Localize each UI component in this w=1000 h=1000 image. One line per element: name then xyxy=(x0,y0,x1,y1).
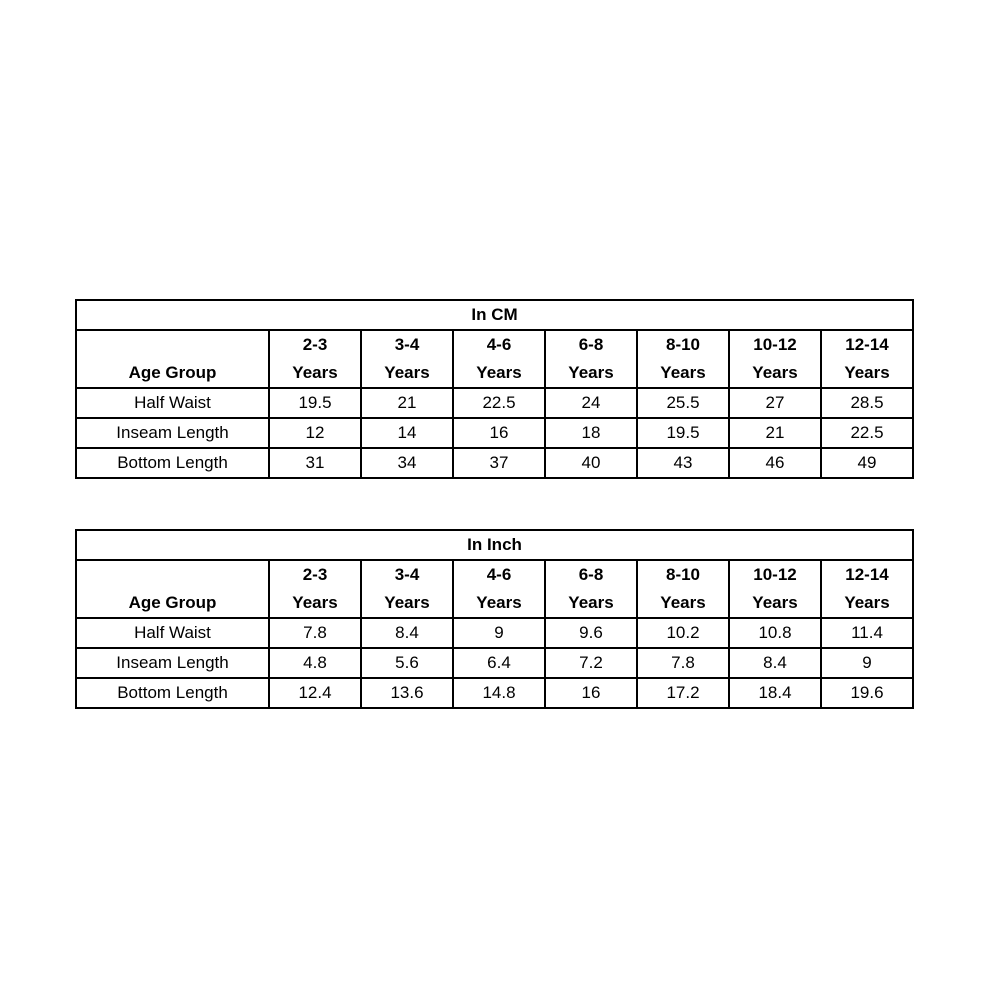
table-cell: 18.4 xyxy=(729,678,821,708)
table-cell: 8.4 xyxy=(729,648,821,678)
table-cell: 7.2 xyxy=(545,648,637,678)
table-cell: 14.8 xyxy=(453,678,545,708)
table-cell: 16 xyxy=(453,418,545,448)
row-label: Bottom Length xyxy=(76,448,269,478)
table-cell: 10.2 xyxy=(637,618,729,648)
column-header: 8-10 Years xyxy=(637,560,729,618)
row-label: Half Waist xyxy=(76,388,269,418)
table-cell: 9 xyxy=(821,648,913,678)
table-cell: 7.8 xyxy=(269,618,361,648)
table-cell: 31 xyxy=(269,448,361,478)
table-cell: 16 xyxy=(545,678,637,708)
table-cell: 10.8 xyxy=(729,618,821,648)
table-cell: 17.2 xyxy=(637,678,729,708)
table-cell: 24 xyxy=(545,388,637,418)
column-header: 2-3 Years xyxy=(269,330,361,388)
column-header: 3-4 Years xyxy=(361,330,453,388)
table-cell: 8.4 xyxy=(361,618,453,648)
column-header: 2-3 Years xyxy=(269,560,361,618)
age-group-header: Age Group xyxy=(76,560,269,618)
table-cell: 22.5 xyxy=(821,418,913,448)
table-cell: 9 xyxy=(453,618,545,648)
size-table-inch xyxy=(75,529,914,709)
table-cell: 19.5 xyxy=(269,388,361,418)
header-row xyxy=(76,330,913,388)
table-cell: 25.5 xyxy=(637,388,729,418)
column-header: 12-14 Years xyxy=(821,560,913,618)
table-cell: 12 xyxy=(269,418,361,448)
table-cell: 19.6 xyxy=(821,678,913,708)
table-title: In Inch xyxy=(76,530,913,560)
table-row xyxy=(76,448,913,478)
table-cell: 34 xyxy=(361,448,453,478)
row-label: Inseam Length xyxy=(76,418,269,448)
table-cell: 27 xyxy=(729,388,821,418)
age-group-header: Age Group xyxy=(76,330,269,388)
row-label: Half Waist xyxy=(76,618,269,648)
column-header: 10-12 Years xyxy=(729,560,821,618)
table-cell: 40 xyxy=(545,448,637,478)
column-header: 3-4 Years xyxy=(361,560,453,618)
column-header: 12-14 Years xyxy=(821,330,913,388)
table-cell: 6.4 xyxy=(453,648,545,678)
table-cell: 9.6 xyxy=(545,618,637,648)
column-header: 6-8 Years xyxy=(545,330,637,388)
column-header: 8-10 Years xyxy=(637,330,729,388)
table-cell: 13.6 xyxy=(361,678,453,708)
table-cell: 28.5 xyxy=(821,388,913,418)
table-title: In CM xyxy=(76,300,913,330)
table-cell: 22.5 xyxy=(453,388,545,418)
table-cell: 43 xyxy=(637,448,729,478)
table-cell: 21 xyxy=(361,388,453,418)
size-table-cm xyxy=(75,299,914,479)
table-row xyxy=(76,678,913,708)
table-cell: 14 xyxy=(361,418,453,448)
header-row xyxy=(76,560,913,618)
table-cell: 49 xyxy=(821,448,913,478)
table-cell: 4.8 xyxy=(269,648,361,678)
column-header: 6-8 Years xyxy=(545,560,637,618)
column-header: 10-12 Years xyxy=(729,330,821,388)
row-label: Inseam Length xyxy=(76,648,269,678)
table-row xyxy=(76,418,913,448)
table-cell: 18 xyxy=(545,418,637,448)
table-cell: 21 xyxy=(729,418,821,448)
row-label: Bottom Length xyxy=(76,678,269,708)
table-cell: 12.4 xyxy=(269,678,361,708)
table-row xyxy=(76,388,913,418)
column-header: 4-6 Years xyxy=(453,560,545,618)
table-cell: 19.5 xyxy=(637,418,729,448)
table-cell: 46 xyxy=(729,448,821,478)
column-header: 4-6 Years xyxy=(453,330,545,388)
table-cell: 11.4 xyxy=(821,618,913,648)
table-row xyxy=(76,618,913,648)
table-cell: 37 xyxy=(453,448,545,478)
table-cell: 7.8 xyxy=(637,648,729,678)
table-row xyxy=(76,648,913,678)
table-cell: 5.6 xyxy=(361,648,453,678)
